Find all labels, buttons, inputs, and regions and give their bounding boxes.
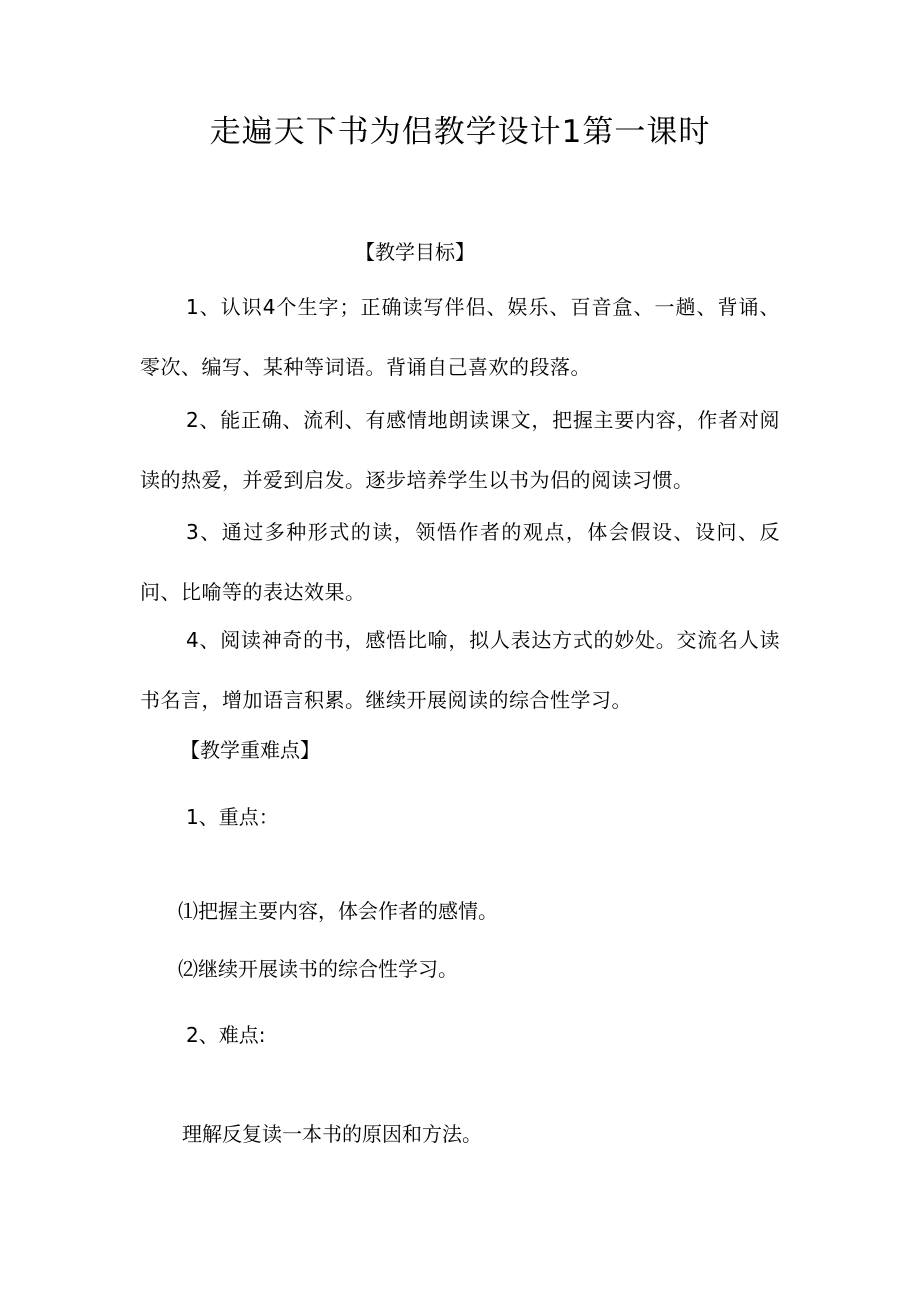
difficulty-item: 理解反复读一本书的原因和方法。 [182, 1122, 482, 1146]
key-point-label: 1、重点： [186, 805, 279, 829]
section-heading-teaching-goals: 【教学目标】 [355, 240, 475, 264]
section-heading-key-points: 【教学重难点】 [180, 738, 320, 762]
key-point-item-2: ⑵继续开展读书的综合性学习。 [178, 957, 458, 981]
key-point-item-1: ⑴把握主要内容，体会作者的感情。 [178, 899, 498, 923]
document-title: 走遍天下书为侣教学设计1第一课时 [209, 114, 711, 150]
goal-paragraph-4: 4、阅读神奇的书，感悟比喻，拟人表达方式的妙处。交流名人读书名言，增加语言积累。继续开展阅读的综合性学习。 [140, 628, 780, 712]
difficulty-label: 2、难点: [186, 1023, 266, 1047]
goal-paragraph-3: 3、通过多种形式的读，领悟作者的观点，体会假设、设问、反问、比喻等的表达效果。 [140, 520, 780, 604]
goal-paragraph-2: 2、能正确、流利、有感情地朗读课文，把握主要内容，作者对阅读的热爱，并爱到启发。逐步培养学生以书为侣的阅读习惯。 [140, 408, 780, 492]
goal-paragraph-1: 1、认识4个生字；正确读写伴侣、娱乐、百音盒、一趟、背诵、零次、编写、某种等词语。背诵自己喜欢的段落。 [140, 295, 780, 379]
